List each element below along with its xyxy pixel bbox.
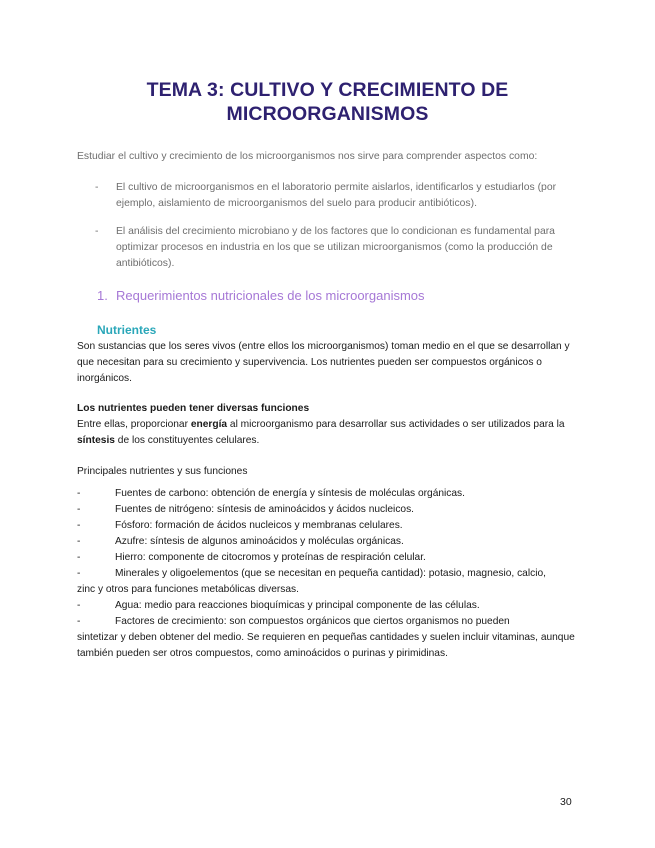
section-title: Requerimientos nutricionales de los microorganismos bbox=[116, 288, 425, 303]
list-item-text: Minerales y oligoelementos (que se necesitan en pequeña cantidad): potasio, magnesio, calcio, bbox=[115, 568, 546, 579]
list-item-text: Azufre: síntesis de algunos aminoácidos y moléculas orgánicas. bbox=[115, 536, 404, 547]
page-title bbox=[0, 78, 655, 126]
bullet-text: El cultivo de microorganismos en el laboratorio permite aislarlos, identificarlos y estudiarlos (por ejemplo, aislamiento de microorganismos del suelo para producir antibióticos). bbox=[116, 182, 557, 209]
section-heading bbox=[97, 287, 425, 305]
bullet-dash: - bbox=[95, 182, 99, 193]
list-item bbox=[77, 502, 577, 518]
list-dash: - bbox=[77, 552, 81, 563]
list-item-continuation: sintetizar y deben obtener del medio. Se requieren en pequeñas cantidades y suelen incluir vitaminas, aunque también pueden ser otros compuestos, como aminoácidos o purinas y pirimidinas. bbox=[77, 632, 575, 659]
list-dash: - bbox=[77, 616, 81, 627]
nutrientes-heading: Nutrientes bbox=[97, 323, 157, 337]
list-item-continuation: zinc y otros para funciones metabólicas diversas. bbox=[77, 584, 299, 595]
funciones-paragraph bbox=[77, 417, 577, 449]
list-item-text: Fuentes de nitrógeno: síntesis de aminoácidos y ácidos nucleicos. bbox=[115, 504, 415, 515]
funciones-text-2: al microorganismo para desarrollar sus actividades o ser utilizados para la bbox=[227, 419, 565, 430]
principales-heading: Principales nutrientes y sus funciones bbox=[77, 466, 248, 477]
list-item bbox=[77, 598, 577, 614]
list-item-text: Fuentes de carbono: obtención de energía y síntesis de moléculas orgánicas. bbox=[115, 488, 465, 499]
list-item-text: Factores de crecimiento: son compuestos orgánicos que ciertos organismos no pueden bbox=[115, 616, 510, 627]
list-item bbox=[77, 566, 577, 598]
intro-paragraph: Estudiar el cultivo y crecimiento de los microorganismos nos sirve para comprender aspectos como: bbox=[77, 151, 538, 162]
bullet-dash: - bbox=[95, 226, 99, 237]
list-item bbox=[77, 614, 577, 662]
list-item bbox=[77, 486, 577, 502]
list-item bbox=[77, 550, 577, 566]
list-item bbox=[77, 534, 577, 550]
page-number: 30 bbox=[560, 796, 572, 808]
section-number: 1. bbox=[97, 288, 108, 303]
funciones-text-3: de los constituyentes celulares. bbox=[114, 435, 260, 446]
list-dash: - bbox=[77, 504, 81, 515]
page-title-line-1: TEMA 3: CULTIVO Y CRECIMIENTO DE bbox=[146, 79, 509, 101]
bullet-text: El análisis del crecimiento microbiano y de los factores que lo condicionan es fundamental para optimizar procesos en industria en los que se utilizan microorganismos (como la producción de antibióticos). bbox=[116, 226, 555, 269]
list-item bbox=[77, 518, 577, 534]
list-item-text: Fósforo: formación de ácidos nucleicos y membranas celulares. bbox=[115, 520, 403, 531]
sintesis-bold: síntesis bbox=[77, 435, 115, 446]
list-dash: - bbox=[77, 536, 81, 547]
page-title-line-2: MICROORGANISMOS bbox=[226, 103, 429, 125]
list-dash: - bbox=[77, 600, 81, 611]
list-item-text: Agua: medio para reacciones bioquímicas y principal componente de las células. bbox=[115, 600, 480, 611]
list-dash: - bbox=[77, 520, 81, 531]
list-dash: - bbox=[77, 488, 81, 499]
funciones-text-1: Entre ellas, proporcionar bbox=[77, 419, 191, 430]
nutrientes-paragraph: Son sustancias que los seres vivos (entre ellos los microorganismos) toman medio en el que se desarrollan y que necesitan para su crecimiento y supervivencia. Los nutrientes pueden ser compuestos orgánicos o inorgánicos. bbox=[77, 341, 570, 384]
energia-bold: energía bbox=[190, 419, 228, 430]
list-dash: - bbox=[77, 568, 81, 579]
list-item-text: Hierro: componente de citocromos y proteínas de respiración celular. bbox=[115, 552, 426, 563]
funciones-block bbox=[77, 401, 577, 449]
funciones-heading: Los nutrientes pueden tener diversas funciones bbox=[77, 403, 310, 414]
nutrient-list bbox=[77, 486, 577, 662]
